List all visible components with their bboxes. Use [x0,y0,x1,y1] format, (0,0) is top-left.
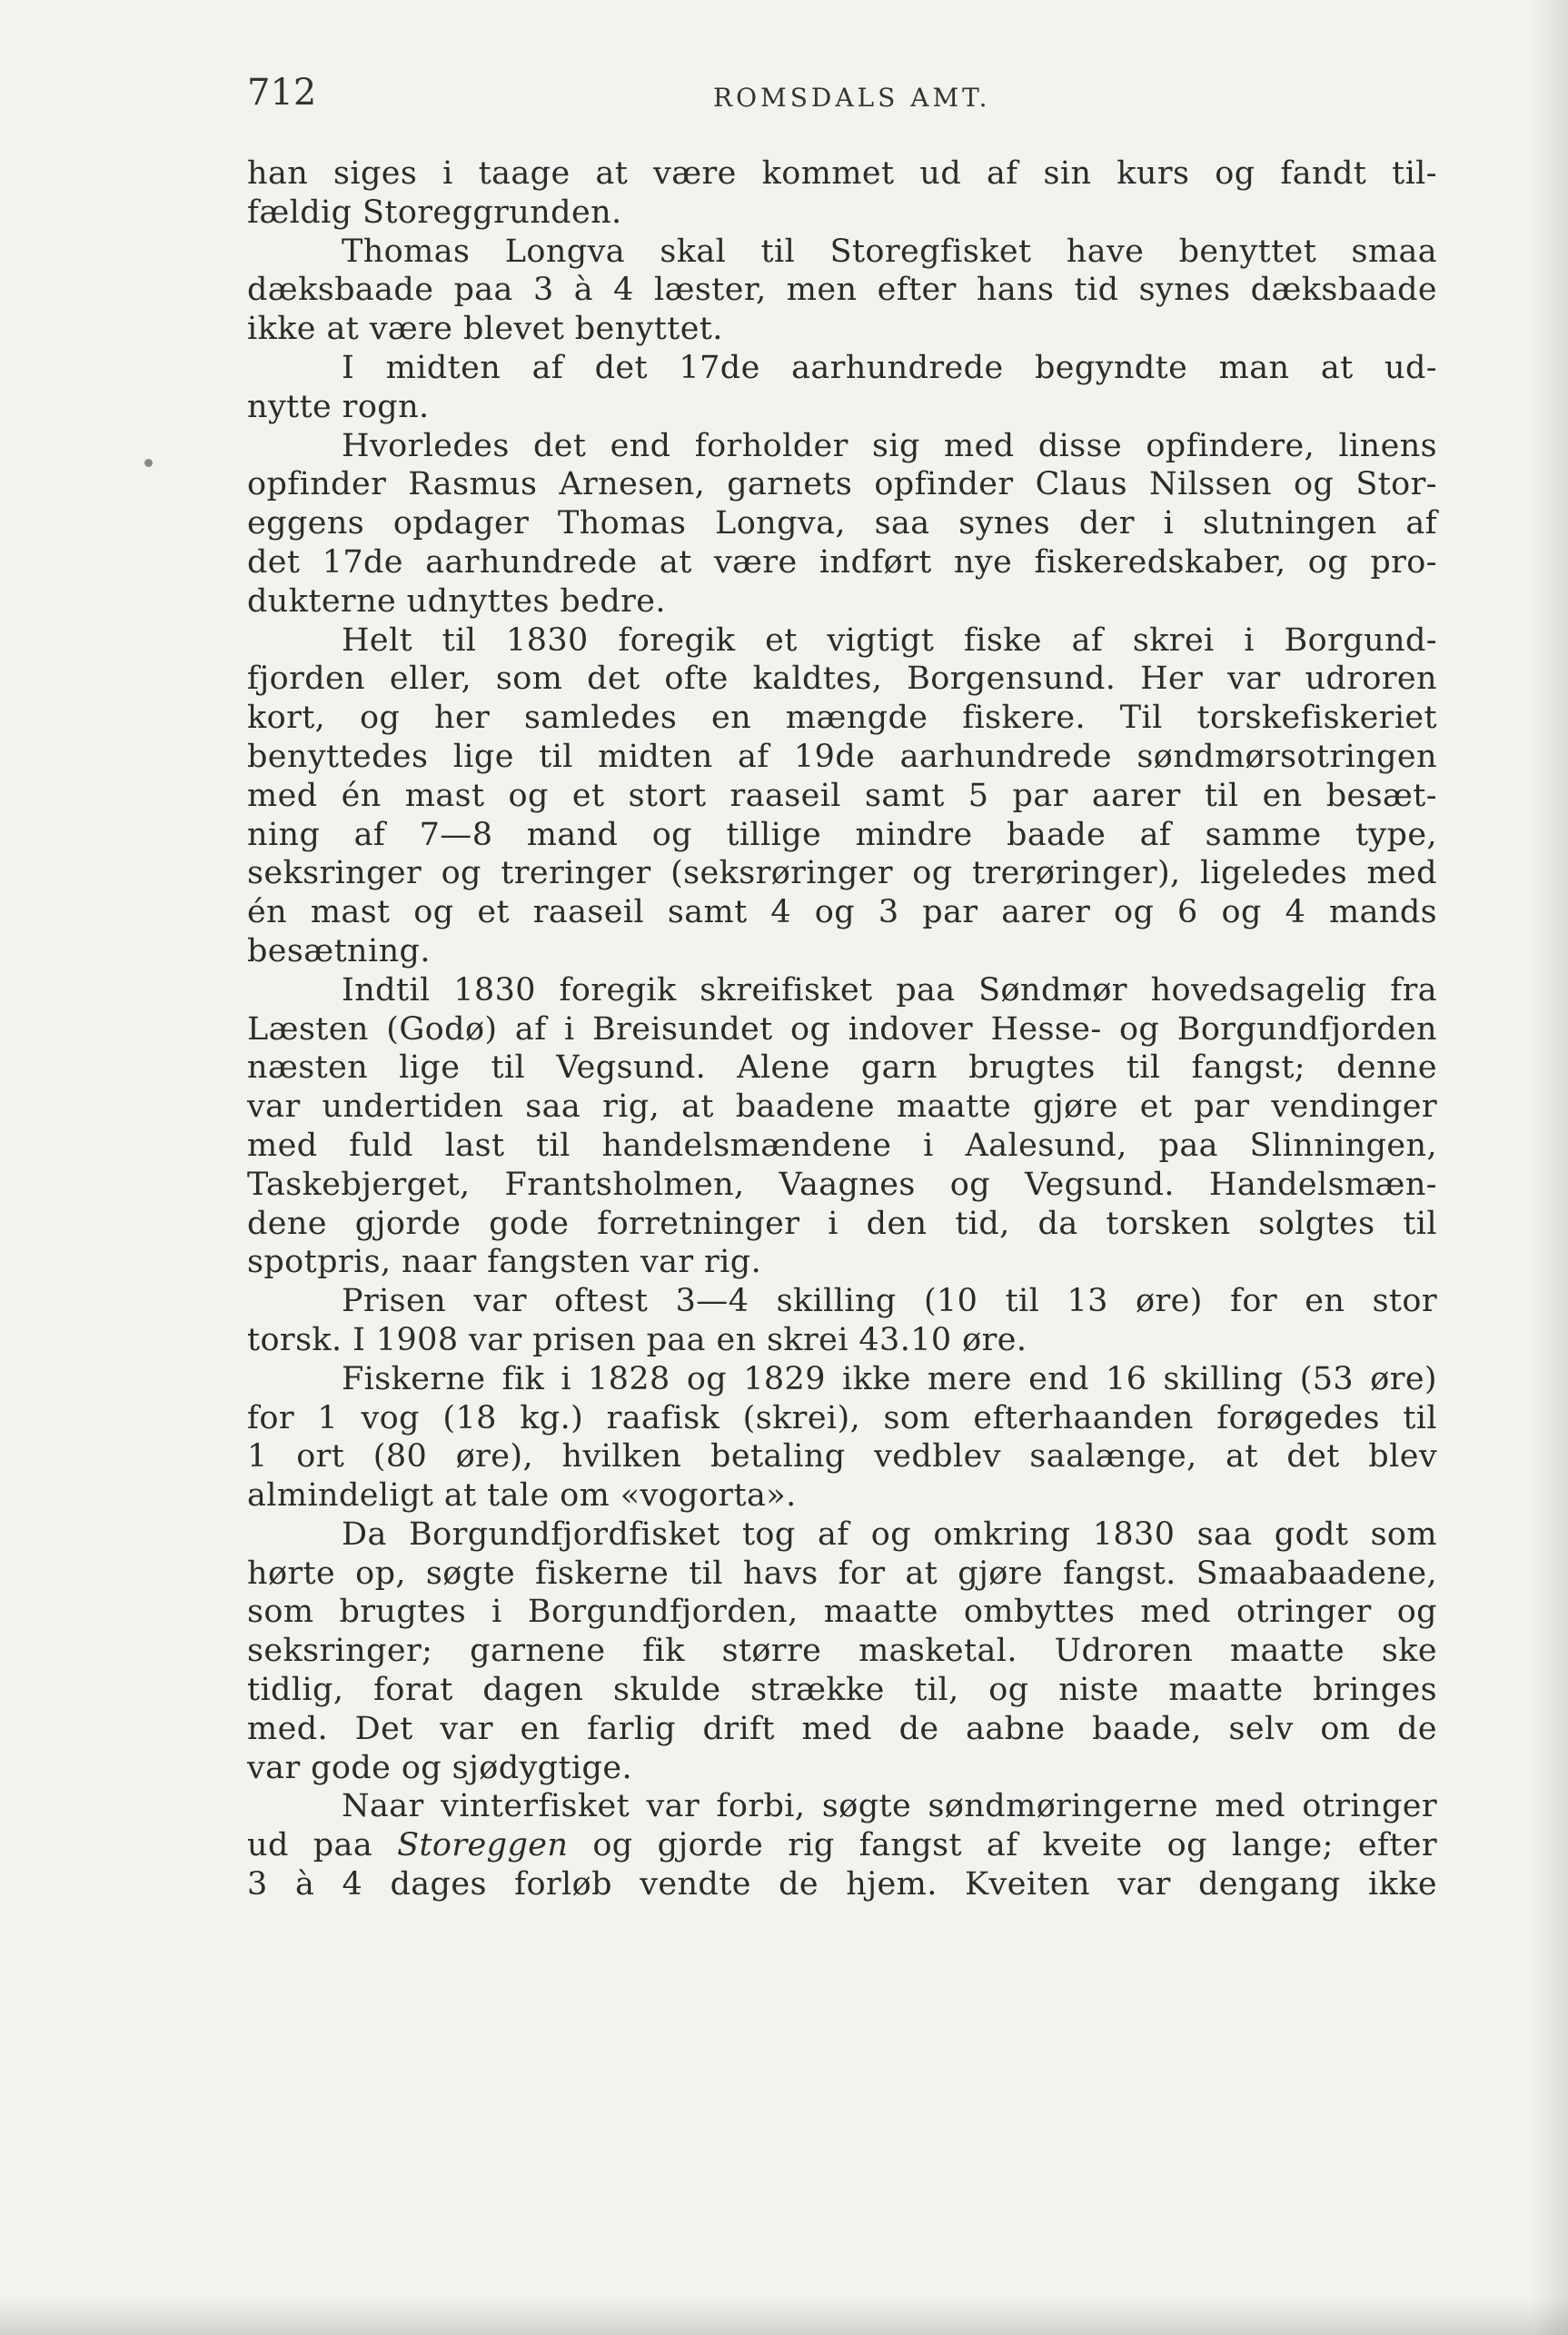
scan-speck [144,459,153,467]
text-line: Helt til 1830 foregik et vigtigt fiske af skrei i Borgund- [342,621,1437,659]
text-line: med fuld last til handelsmændene i Aalesund, paa Slinningen, [247,1127,1437,1164]
text-line: besætning. [247,932,431,969]
text-line: det 17de aarhundrede at være indført nye fiskeredskaber, og pro- [247,543,1437,581]
text-line: seksringer og treringer (seksrøringer og trerøringer), ligeledes med [247,855,1437,892]
text-line: Da Borgundfjordfisket tog af og omkring 1830 saa godt som [342,1515,1437,1553]
text-line: kort, og her samledes en mængde fiskere. Til torskefiskeriet [247,700,1437,737]
text-segment: og gjorde rig fangst af kveite og lange; efter [568,1827,1437,1864]
text-line: Thomas Longva skal til Storegfisket have benyttet smaa [342,233,1437,270]
text-line: almindeligt at tale om «vogorta». [247,1477,797,1515]
text-line: tidlig, forat dagen skulde strække til, og niste maatte bringes [247,1672,1437,1709]
text-line: nytte rogn. [247,388,430,425]
text-line: dæksbaade paa 3 à 4 læster, men efter hans tid synes dæksbaade [247,272,1437,309]
text-line: I midten af det 17de aarhundrede begyndte man at ud- [342,349,1437,386]
text-line: hørte op, søgte fiskerne til havs for at gjøre fangst. Smaabaadene, [247,1555,1437,1592]
text-line: Taskebjerget, Frantsholmen, Vaagnes og Vegsund. Handelsmæn- [247,1166,1437,1203]
page-bottom-shadow [0,2297,1568,2335]
text-segment: ud paa [247,1827,398,1864]
text-line: 3 à 4 dages forløb vendte de hjem. Kveiten var dengang ikke [247,1866,1437,1903]
text-line: fjorden eller, som det ofte kaldtes, Borgensund. Her var udroren [247,661,1437,698]
text-line: Naar vinterfisket var forbi, søgte søndmøringerne med otringer [342,1788,1437,1825]
text-line: med én mast og et stort raaseil samt 5 par aarer til en besæt- [247,777,1437,814]
text-line: eggens opdager Thomas Longva, saa synes der i slutningen af [247,505,1437,542]
text-line: én mast og et raaseil samt 4 og 3 par aarer og 6 og 4 mands [247,894,1437,931]
text-line: spotpris, naar fangsten var rig. [247,1244,762,1281]
text-line: ning af 7—8 mand og tillige mindre baade af samme type, [247,816,1437,853]
text-line: 1 ort (80 øre), hvilken betaling vedblev saalænge, at det blev [247,1438,1437,1476]
text-line: ikke at være blevet benyttet. [247,311,723,348]
text-line: var gode og sjødygtige. [247,1749,632,1786]
text-line: Hvorledes det end forholder sig med disse opfindere, linens [342,427,1437,464]
text-line: torsk. I 1908 var prisen paa en skrei 43.10 øre. [247,1321,1027,1358]
text-line: fældig Storeggrunden. [247,194,622,231]
text-line: Indtil 1830 foregik skreifisket paa Søndmør hovedsagelig fra [342,971,1437,1009]
text-line: opfinder Rasmus Arnesen, garnets opfinder Claus Nilssen og Stor- [247,466,1437,503]
page-number: 712 [247,72,317,114]
text-line: næsten lige til Vegsund. Alene garn brugtes til fangst; denne [247,1049,1437,1087]
text-line: Fiskerne fik i 1828 og 1829 ikke mere end 16 skilling (53 øre) [342,1360,1437,1397]
text-line: han siges i taage at være kommet ud af sin kurs og fandt til- [247,155,1437,192]
text-line: som brugtes i Borgundfjorden, maatte ombyttes med otringer og [247,1594,1437,1631]
page-edge-shadow [1532,0,1568,2335]
text-line: benyttedes lige til midten af 19de aarhundrede søndmørsotringen [247,738,1437,775]
text-line: for 1 vog (18 kg.) raafisk (skrei), som efterhaanden forøgedes til [247,1399,1437,1436]
text-line: seksringer; garnene fik større masketal. Udroren maatte ske [247,1633,1437,1670]
body-text [247,154,1437,1904]
text-line: med. Det var en farlig drift med de aabne baade, selv om de [247,1710,1437,1747]
text-line: Læsten (Godø) af i Breisundet og indover Hesse- og Borgundfjorden [247,1010,1437,1048]
italic-place-name: Storeggen [397,1827,569,1864]
text-line: dene gjorde gode forretninger i den tid, da torsken solgtes til [247,1205,1437,1242]
text-line: dukterne udnyttes bedre. [247,582,666,620]
text-line [247,1826,1437,1865]
text-line: var undertiden saa rig, at baadene maatte gjøre et par vendinger [247,1088,1437,1126]
text-line: Prisen var oftest 3—4 skilling (10 til 13 øre) for en stor [342,1283,1437,1320]
running-head: ROMSDALS AMT. [713,83,991,113]
